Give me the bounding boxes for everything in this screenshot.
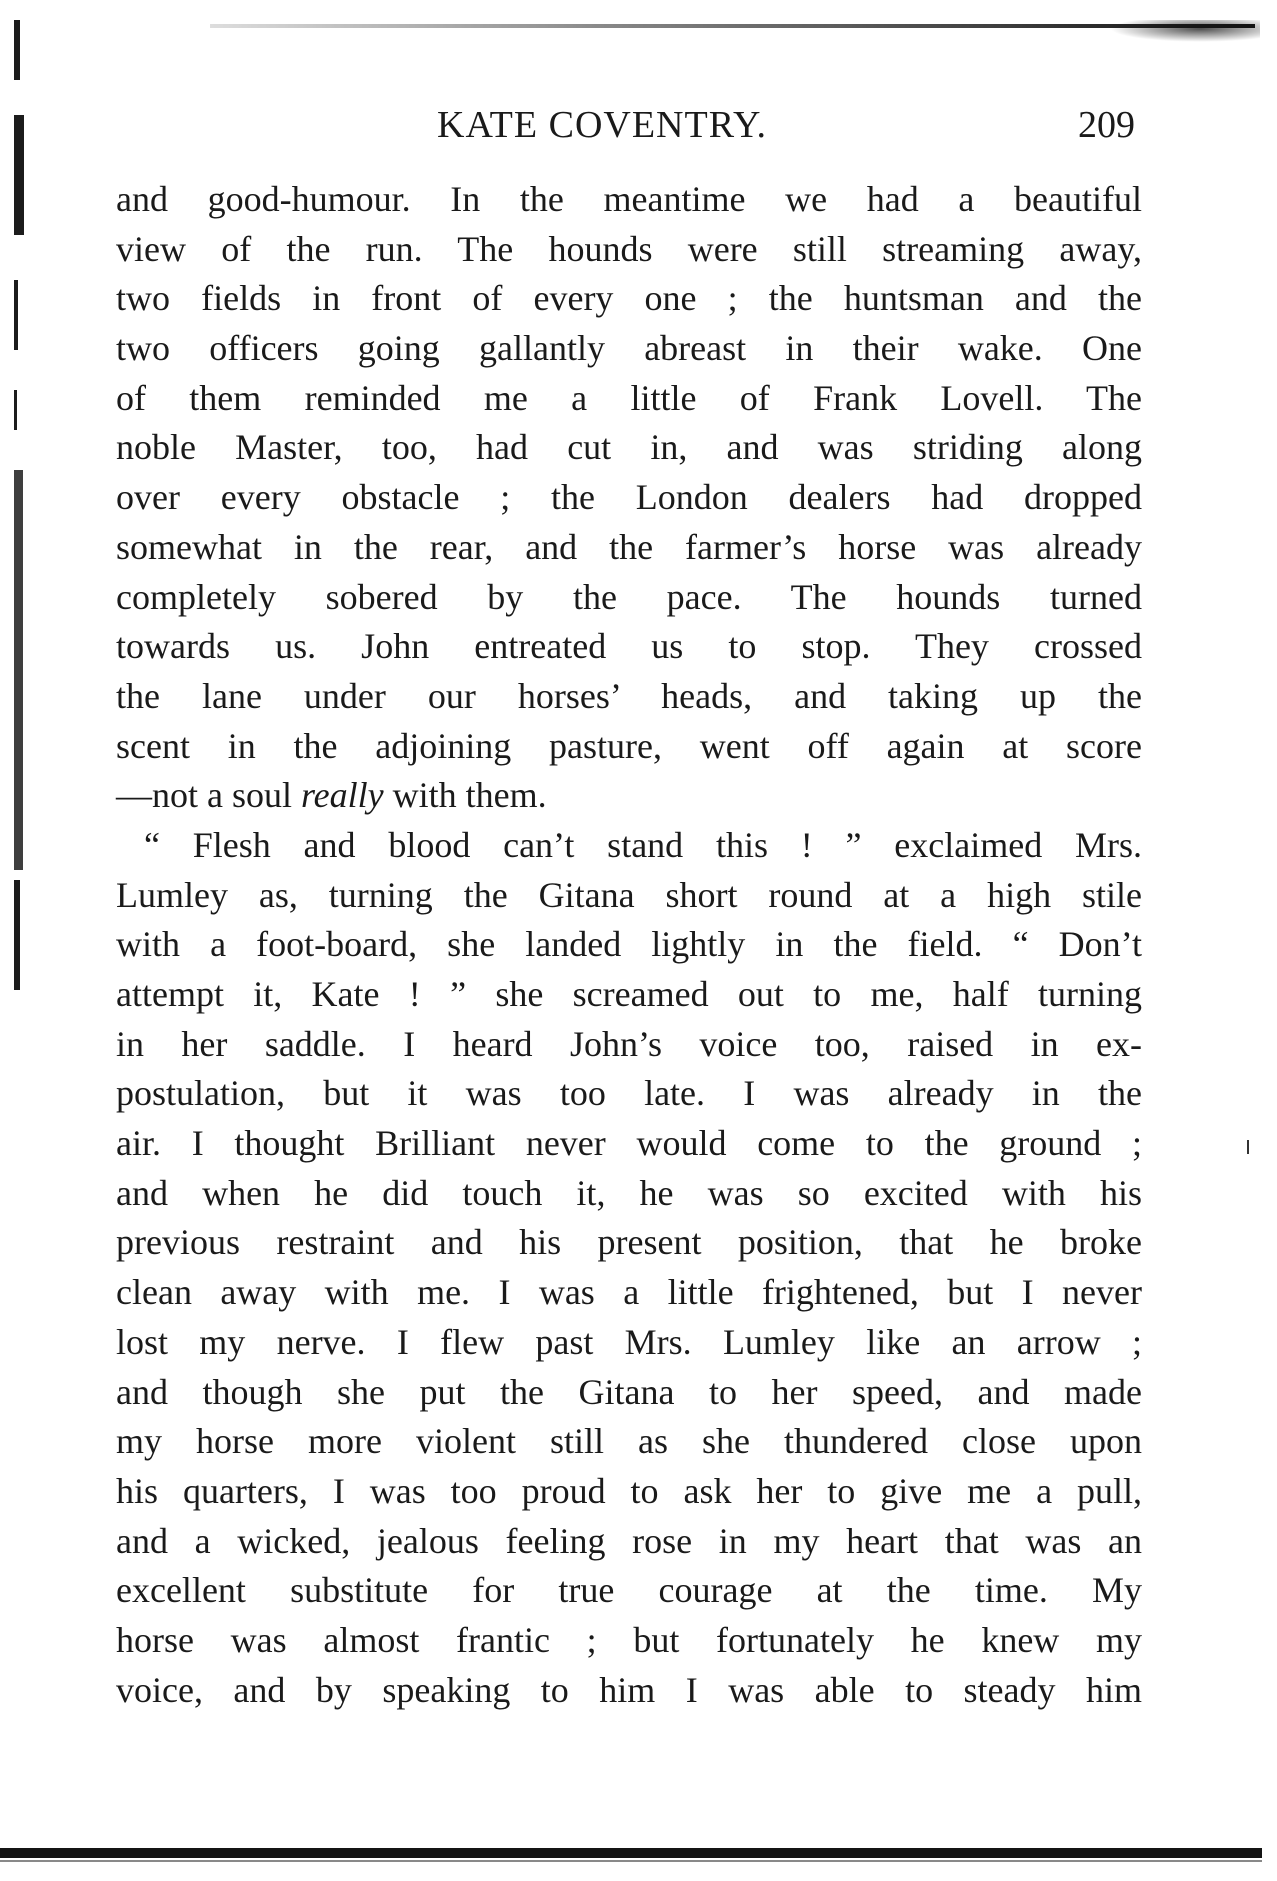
text-line: two officers going gallantly abreast in their wake. One [116,328,1142,369]
scan-bottom-rule-thin [0,1860,1262,1862]
text-line: with a foot-board, she landed lightly in the field. “ Don’t [116,924,1142,965]
text-line: towards us. John entreated us to stop. They crossed [116,626,1142,667]
text-line: two fields in front of every one ; the huntsman and the [116,278,1142,319]
text-line: horse was almost frantic ; but fortunately he knew my [116,1619,1142,1660]
text-line: completely sobered by the pace. The hounds turned [116,576,1142,617]
paragraph-end-line [116,771,1142,821]
text-line: voice, and by speaking to him I was able to steady him [116,1669,1142,1710]
scan-left-edge [14,20,26,1150]
text-line: previous restraint and his present position, that he broke [116,1222,1142,1263]
text-line: over every obstacle ; the London dealers had dropped [116,477,1142,518]
text-line: and though she put the Gitana to her speed, and made [116,1371,1142,1412]
text-run: with them. [383,775,547,816]
text-line: lost my nerve. I flew past Mrs. Lumley like an arrow ; [116,1321,1142,1362]
scan-mark [1247,1140,1249,1154]
text-line: scent in the adjoining pasture, went off again at score [116,725,1142,766]
body-text [116,175,1142,1715]
text-run: —not a soul [116,775,301,816]
page-number: 209 [1078,104,1135,146]
text-line: and good-humour. In the meantime we had a beautiful [116,179,1142,219]
text-line: air. I thought Brilliant never would come to the ground ; [116,1123,1142,1164]
text-line: attempt it, Kate ! ” she screamed out to me, half turning [116,974,1142,1014]
scan-smudge [1110,20,1260,42]
text-line: noble Master, too, had cut in, and was striding along [116,427,1142,468]
text-line: my horse more violent still as she thundered close upon [116,1421,1142,1462]
italic-word: really [301,775,384,816]
text-line: excellent substitute for true courage at the time. My [116,1570,1142,1611]
text-line: the lane under our horses’ heads, and taking up the [116,675,1142,716]
text-line: view of the run. The hounds were still streaming away, [116,228,1142,269]
scan-bottom-rule [0,1848,1262,1858]
text-line: his quarters, I was too proud to ask her to give me a pull, [116,1470,1142,1511]
scan-top-rule [210,24,1255,28]
text-line: and when he did touch it, he was so excited with his [116,1172,1142,1213]
text-line: clean away with me. I was a little frightened, but I never [116,1272,1142,1313]
text-line: of them reminded me a little of Frank Lovell. The [116,377,1142,418]
text-line: and a wicked, jealous feeling rose in my heart that was an [116,1520,1142,1561]
paragraph-start-line: “ Flesh and blood can’t stand this ! ” exclaimed Mrs. [144,824,1142,865]
text-line: in her saddle. I heard John’s voice too, raised in ex- [116,1023,1142,1064]
text-line: Lumley as, turning the Gitana short round at a high stile [116,874,1142,915]
text-line: somewhat in the rear, and the farmer’s horse was already [116,526,1142,567]
running-title: KATE COVENTRY. [437,104,767,146]
running-head [0,100,1277,150]
text-line: postulation, but it was too late. I was already in the [116,1073,1142,1114]
